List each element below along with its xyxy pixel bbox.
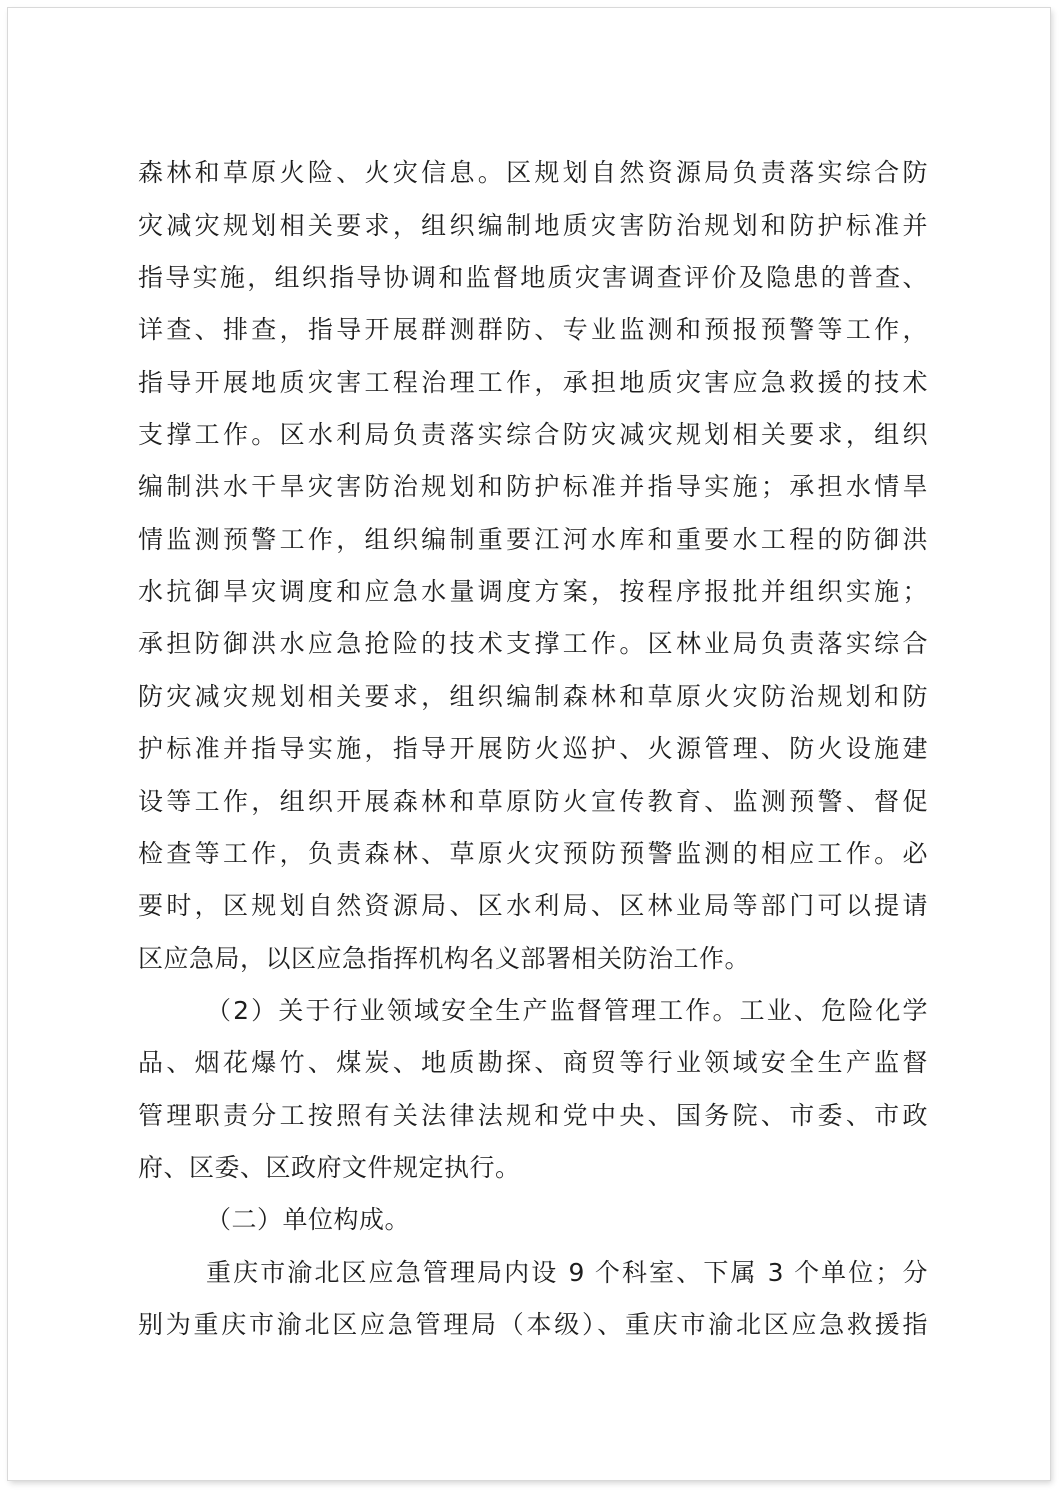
document-page (8, 8, 1050, 1480)
paragraph-start-line: （2）关于行业领域安全生产监督管理工作。工业、危险化学 (206, 996, 928, 1025)
text-line: 编制洪水干旱灾害防治规划和防护标准并指导实施；承担水情旱 (138, 472, 928, 501)
text-line: 管理职责分工按照有关法律法规和党中央、国务院、市委、市政 (138, 1101, 928, 1130)
text-line: 设等工作，组织开展森林和草原防火宣传教育、监测预警、督促 (138, 787, 928, 816)
text-line: 区应急局，以区应急指挥机构名义部署相关防治工作。 (138, 944, 751, 973)
text-line: 要时，区规划自然资源局、区水利局、区林业局等部门可以提请 (138, 891, 928, 920)
text-line: 详查、排查，指导开展群测群防、专业监测和预报预警等工作， (138, 315, 928, 344)
text-line: 承担防御洪水应急抢险的技术支撑工作。区林业局负责落实综合 (138, 629, 928, 658)
section-heading: （二）单位构成。 (206, 1205, 411, 1234)
text-line: 情监测预警工作，组织编制重要江河水库和重要水工程的防御洪 (138, 525, 928, 554)
text-line: 防灾减灾规划相关要求，组织编制森林和草原火灾防治规划和防 (138, 682, 928, 711)
text-line: 检查等工作，负责森林、草原火灾预防预警监测的相应工作。必 (138, 839, 928, 868)
text-line: 支撑工作。区水利局负责落实综合防灾减灾规划相关要求，组织 (138, 420, 928, 449)
text-line: 别为重庆市渝北区应急管理局（本级）、重庆市渝北区应急救援指 (138, 1310, 928, 1339)
text-line: 指导实施，组织指导协调和监督地质灾害调查评价及隐患的普查、 (138, 263, 928, 292)
text-line: 森林和草原火险、火灾信息。区规划自然资源局负责落实综合防 (138, 158, 928, 187)
text-line: 指导开展地质灾害工程治理工作，承担地质灾害应急救援的技术 (138, 368, 928, 397)
text-line: 府、区委、区政府文件规定执行。 (138, 1153, 521, 1182)
text-line: 品、烟花爆竹、煤炭、地质勘探、商贸等行业领域安全生产监督 (138, 1048, 928, 1077)
text-line: 水抗御旱灾调度和应急水量调度方案，按程序报批并组织实施； (138, 577, 928, 606)
text-line: 护标准并指导实施，指导开展防火巡护、火源管理、防火设施建 (138, 734, 928, 763)
text-line: 灾减灾规划相关要求，组织编制地质灾害防治规划和防护标准并 (138, 211, 928, 240)
paragraph-start-line: 重庆市渝北区应急管理局内设 9 个科室、下属 3 个单位；分 (206, 1258, 928, 1287)
